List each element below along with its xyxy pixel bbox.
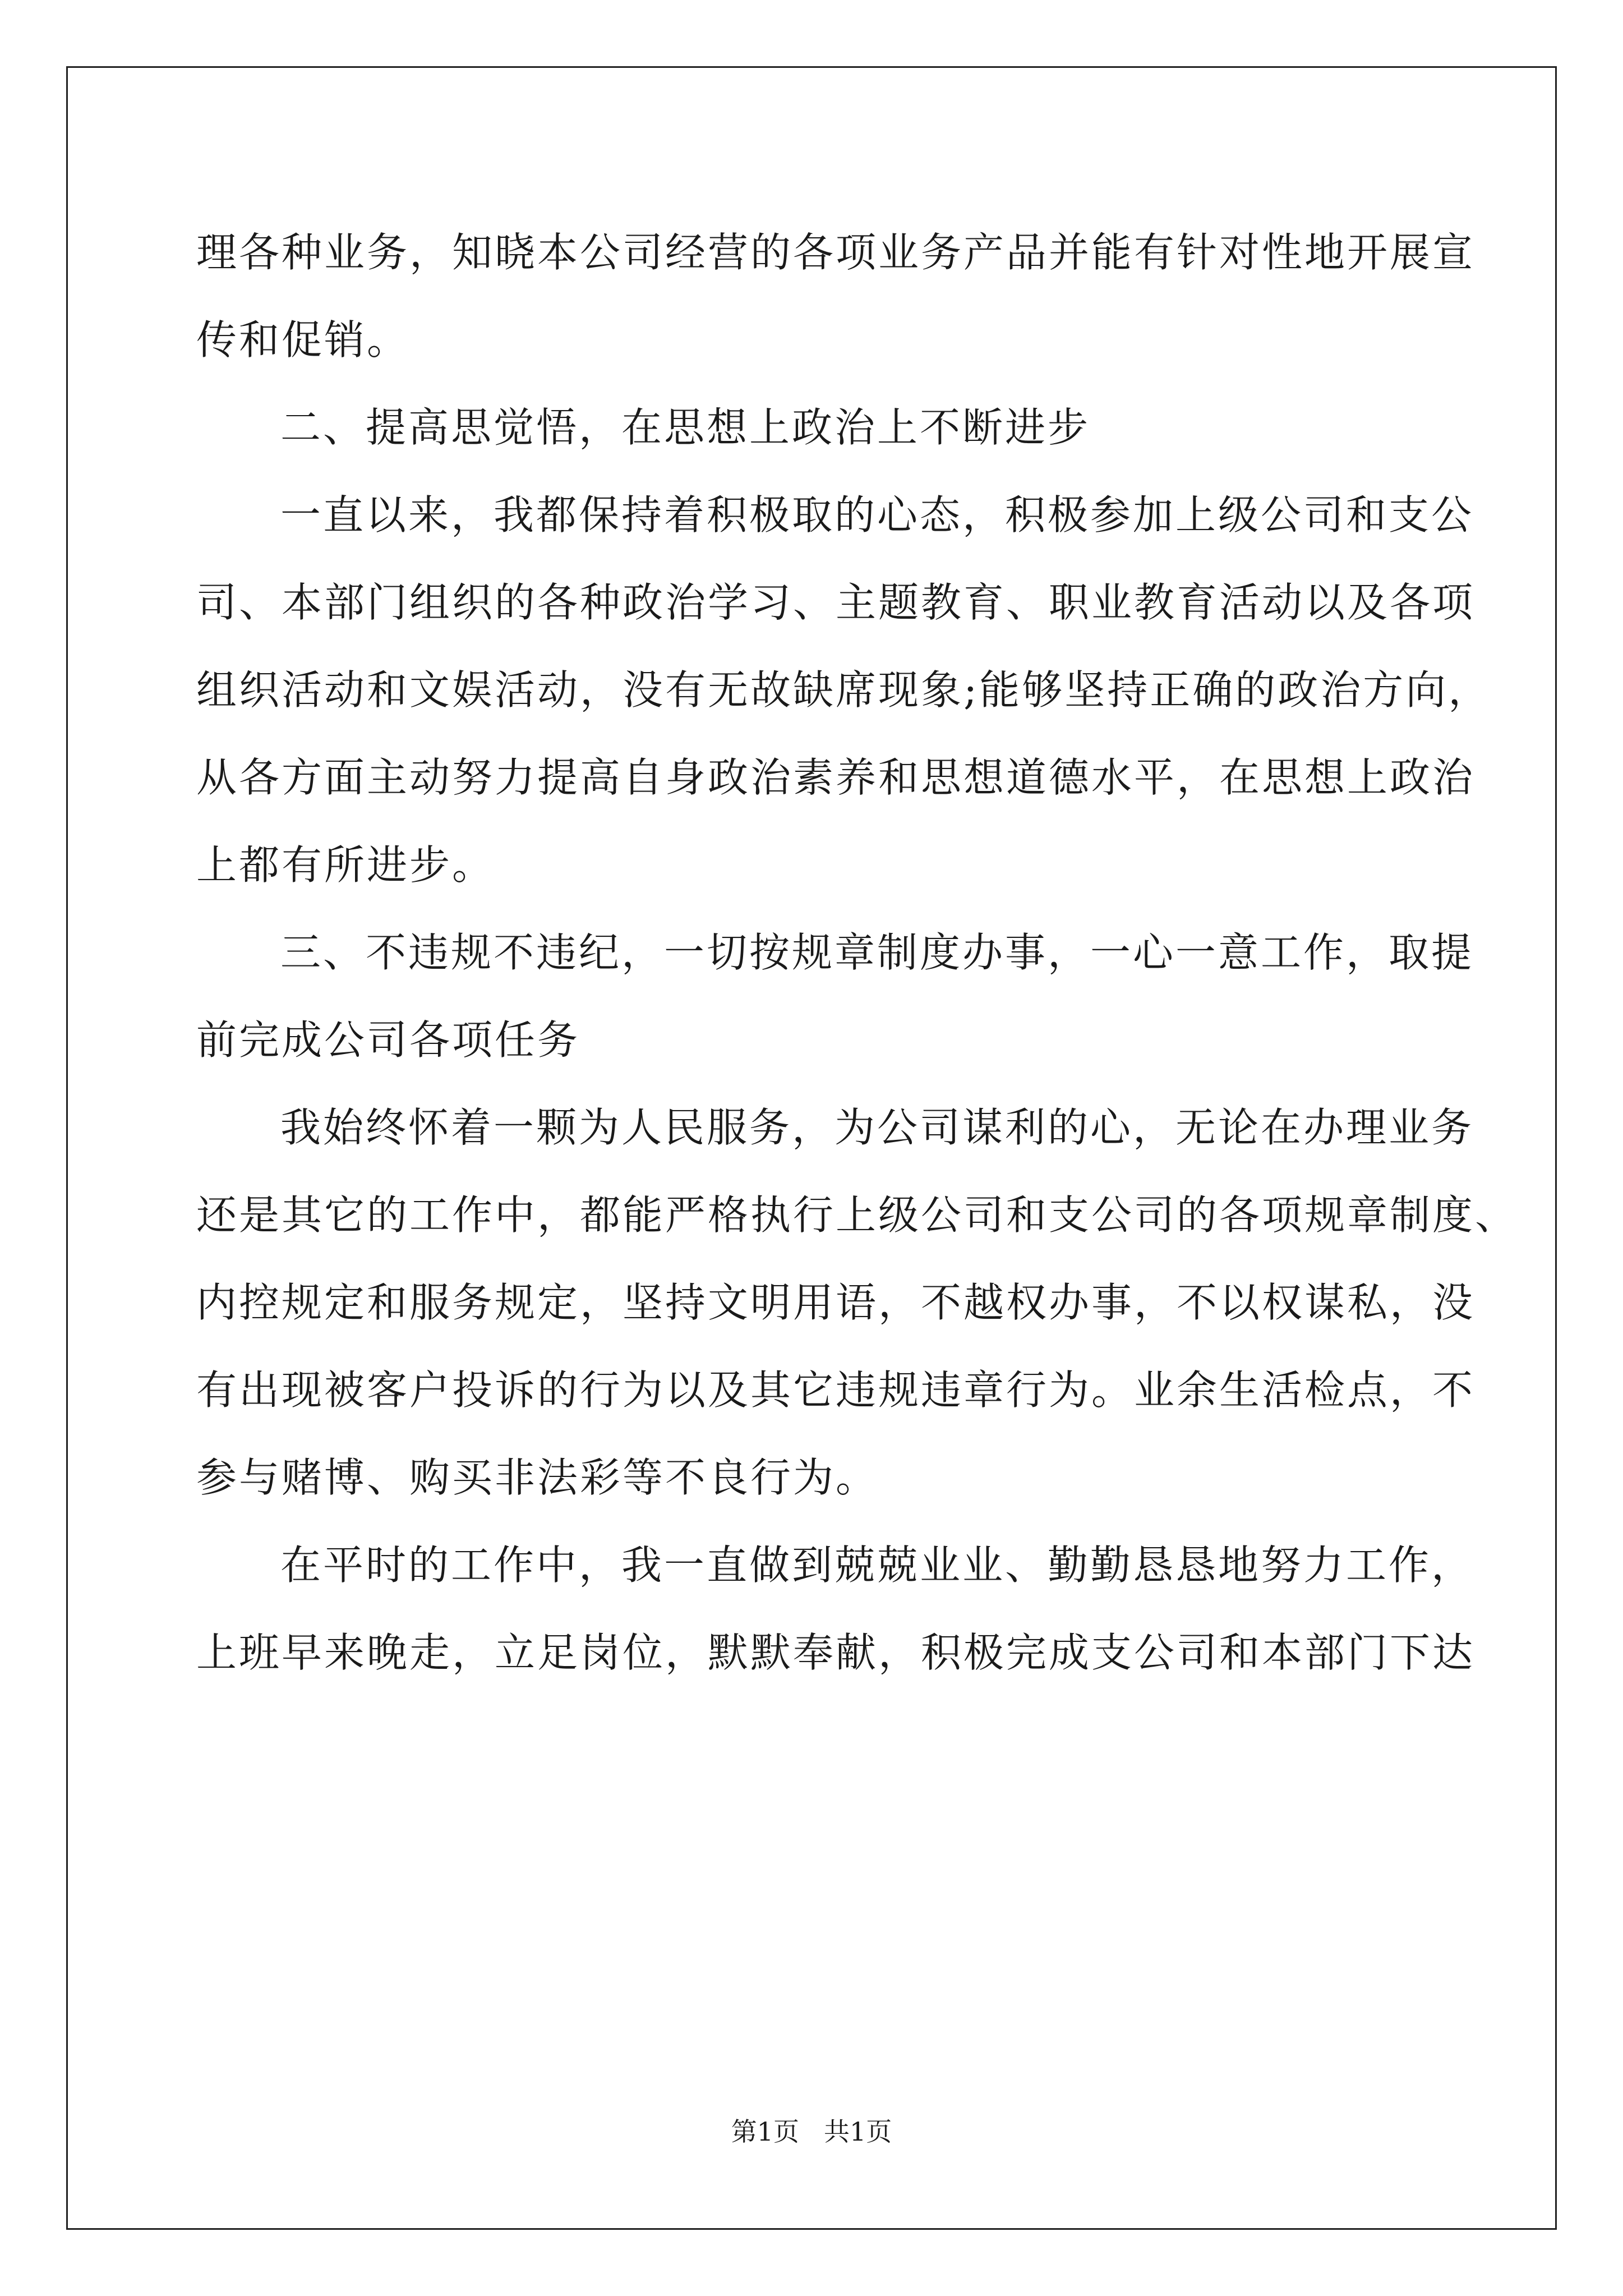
text-line: 二、提高思觉悟，在思想上政治上不断进步 <box>280 404 1091 451</box>
text-line: 参与赌博、购买非法彩等不良行为。 <box>196 1454 879 1501</box>
text-line: 组织活动和文娱活动，没有无故缺席现象;能够坚持正确的政治方向， <box>196 666 1491 714</box>
text-line: 还是其它的工作中，都能严格执行上级公司和支公司的各项规章制度、 <box>196 1191 1518 1239</box>
text-line: 从各方面主动努力提高自身政治素养和思想道德水平，在思想上政治 <box>196 754 1476 801</box>
text-line: 司、本部门组织的各种政治学习、主题教育、职业教育活动以及各项 <box>196 579 1476 626</box>
text-line: 理各种业务，知晓本公司经营的各项业务产品并能有针对性地开展宣 <box>196 229 1476 276</box>
text-line: 在平时的工作中，我一直做到兢兢业业、勤勤恳恳地努力工作， <box>280 1542 1474 1589</box>
text-line: 我始终怀着一颗为人民服务，为公司谋利的心，无论在办理业务 <box>280 1104 1474 1151</box>
page-total: 共1页 <box>823 2116 892 2147</box>
text-line: 上班早来晚走，立足岗位，默默奉献，积极完成支公司和本部门下达 <box>196 1629 1476 1676</box>
footer-spacer <box>799 2116 824 2147</box>
text-line: 三、不违规不违纪，一切按规章制度办事，一心一意工作，取提 <box>280 929 1474 976</box>
text-line: 前完成公司各项任务 <box>196 1016 580 1064</box>
text-line: 上都有所进步。 <box>196 841 495 889</box>
text-line: 有出现被客户投诉的行为以及其它违规违章行为。业余生活检点，不 <box>196 1366 1476 1414</box>
page-number: 第1页 <box>731 2116 800 2147</box>
document-body <box>196 209 1518 1696</box>
page-footer <box>0 2115 1623 2148</box>
text-line: 内控规定和服务规定，坚持文明用语，不越权办事，不以权谋私，没 <box>196 1279 1476 1326</box>
text-line: 一直以来，我都保持着积极取的心态，积极参加上级公司和支公 <box>280 491 1474 539</box>
text-line: 传和促销。 <box>196 316 410 364</box>
